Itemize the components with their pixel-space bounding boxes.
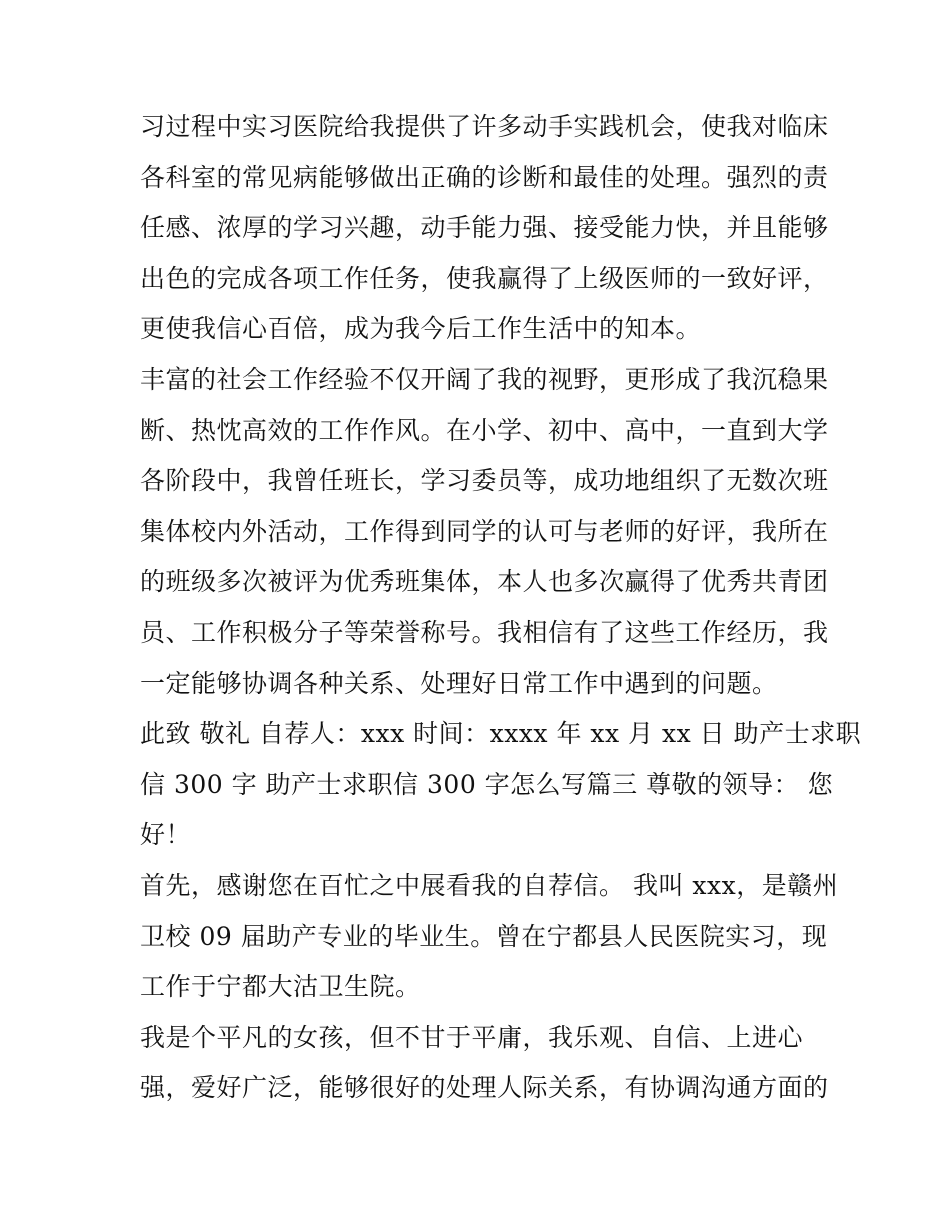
text-line: 我是个平凡的女孩，但不甘于平庸，我乐观、自信、上进心 — [140, 1022, 804, 1052]
text-line: 一定能够协调各种关系、处理好日常工作中遇到的问题。 — [140, 668, 778, 698]
text-line: 丰富的社会工作经验不仅开阔了我的视野，更形成了我沉稳果 — [140, 364, 829, 394]
text-line: 首先，感谢您在百忙之中展看我的自荐信。 我叫 xxx，是赣州 — [140, 870, 839, 900]
text-line: 更使我信心百倍，成为我今后工作生活中的知本。 — [140, 314, 702, 344]
text-line: 强，爱好广泛，能够很好的处理人际关系，有协调沟通方面的 — [140, 1073, 829, 1103]
text-line: 各科室的常见病能够做出正确的诊断和最佳的处理。强烈的责 — [140, 162, 829, 192]
text-line: 各阶段中，我曾任班长，学习委员等，成功地组织了无数次班 — [140, 466, 829, 496]
text-line: 的班级多次被评为优秀班集体，本人也多次赢得了优秀共青团 — [140, 567, 829, 597]
text-line: 好！ — [140, 820, 192, 850]
text-line: 工作于宁都大沽卫生院。 — [140, 972, 421, 1002]
text-line: 员、工作积极分子等荣誉称号。我相信有了这些工作经历，我 — [140, 617, 829, 647]
text-line: 出色的完成各项工作任务，使我赢得了上级医师的一致好评， — [140, 263, 829, 293]
text-line: 任感、浓厚的学习兴趣，动手能力强、接受能力快，并且能够 — [140, 213, 829, 243]
text-line: 习过程中实习医院给我提供了许多动手实践机会，使我对临床 — [140, 112, 829, 141]
text-line: 卫校 09 届助产专业的毕业生。曾在宁都县人民医院实习，现 — [140, 921, 828, 951]
letter-body — [140, 102, 862, 1114]
text-line: 断、热忱高效的工作作风。在小学、初中、高中，一直到大学 — [140, 415, 829, 445]
text-line: 信 300 字 助产士求职信 300 字怎么写篇三 尊敬的领导： 您 — [140, 769, 834, 799]
text-line: 集体校内外活动，工作得到同学的认可与老师的好评，我所在 — [140, 516, 829, 546]
text-line: 此致 敬礼 自荐人：xxx 时间：xxxx 年 xx 月 xx 日 助产士求职 — [140, 719, 862, 749]
